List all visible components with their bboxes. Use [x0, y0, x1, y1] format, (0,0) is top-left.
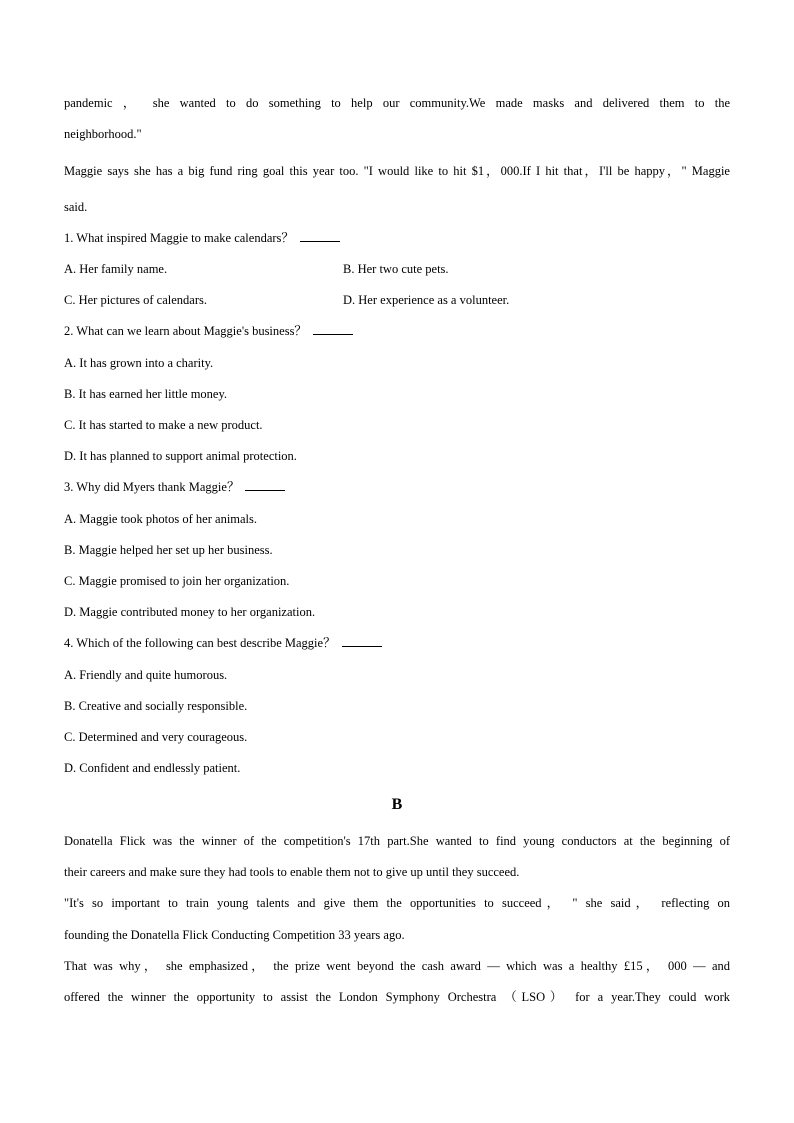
- q1-option-c: C. Her pictures of calendars.: [64, 293, 207, 307]
- q2-option-d: D. It has planned to support animal protection.: [64, 449, 297, 463]
- q3-option-a: A. Maggie took photos of her animals.: [64, 512, 258, 526]
- passage-a-p2-line1: Maggie says she has a big fund ring goal this year too. "I would like to hit $1，000.If I hit that，I'll be happy，" Maggie: [64, 164, 730, 178]
- q4-option-a: A. Friendly and quite humorous.: [64, 668, 228, 682]
- question-3-text: 3. Why did Myers thank Maggie？: [64, 480, 240, 494]
- q4-option-c: C. Determined and very courageous.: [64, 730, 248, 744]
- answer-blank-2[interactable]: [313, 323, 353, 335]
- passage-a-p1-line1: pandemic ， she wanted to do something to help our community.We made masks and delivered them to the: [64, 96, 730, 110]
- q2-option-c: C. It has started to make a new product.: [64, 418, 263, 432]
- question-4-stem: [64, 635, 730, 651]
- passage-a-p1-line2: neighborhood.": [64, 127, 142, 141]
- q1-option-b: B. Her two cute pets.: [343, 262, 449, 276]
- passage-b-line1: Donatella Flick was the winner of the competition's 17th part.She wanted to find young conductors at the beginning of: [64, 834, 730, 848]
- passage-b-line3: "It's so important to train young talents and give them the opportunities to succeed， " she said， reflecting on: [64, 896, 730, 910]
- q3-option-b: B. Maggie helped her set up her business.: [64, 543, 273, 557]
- section-b-heading: B: [391, 796, 403, 813]
- question-4-text: 4. Which of the following can best describe Maggie？: [64, 636, 336, 650]
- passage-b-line6: offered the winner the opportunity to assist the London Symphony Orchestra （LSO） for a year.They could work: [64, 990, 730, 1004]
- q3-option-c: C. Maggie promised to join her organization.: [64, 574, 290, 588]
- passage-b-line2: their careers and make sure they had tools to enable them not to give up until they succeed.: [64, 865, 520, 879]
- answer-blank-1[interactable]: [300, 230, 340, 242]
- question-1-text: 1. What inspired Maggie to make calendars？: [64, 231, 294, 245]
- passage-a-p2-line2: said.: [64, 200, 88, 214]
- passage-b-line5: That was why， she emphasized， the prize went beyond the cash award — which was a healthy £15， 000 — and: [64, 959, 730, 973]
- question-2-stem: [64, 323, 730, 339]
- question-1-stem: [64, 230, 730, 246]
- passage-b-line4: founding the Donatella Flick Conducting Competition 33 years ago.: [64, 928, 405, 942]
- q1-option-d: D. Her experience as a volunteer.: [343, 293, 510, 307]
- q2-option-a: A. It has grown into a charity.: [64, 356, 214, 370]
- q4-option-b: B. Creative and socially responsible.: [64, 699, 248, 713]
- q1-option-a: A. Her family name.: [64, 262, 168, 276]
- question-2-text: 2. What can we learn about Maggie's business？: [64, 324, 307, 338]
- answer-blank-3[interactable]: [245, 479, 285, 491]
- question-3-stem: [64, 479, 730, 495]
- q4-option-d: D. Confident and endlessly patient.: [64, 761, 241, 775]
- q3-option-d: D. Maggie contributed money to her organization.: [64, 605, 316, 619]
- q2-option-b: B. It has earned her little money.: [64, 387, 228, 401]
- answer-blank-4[interactable]: [342, 635, 382, 647]
